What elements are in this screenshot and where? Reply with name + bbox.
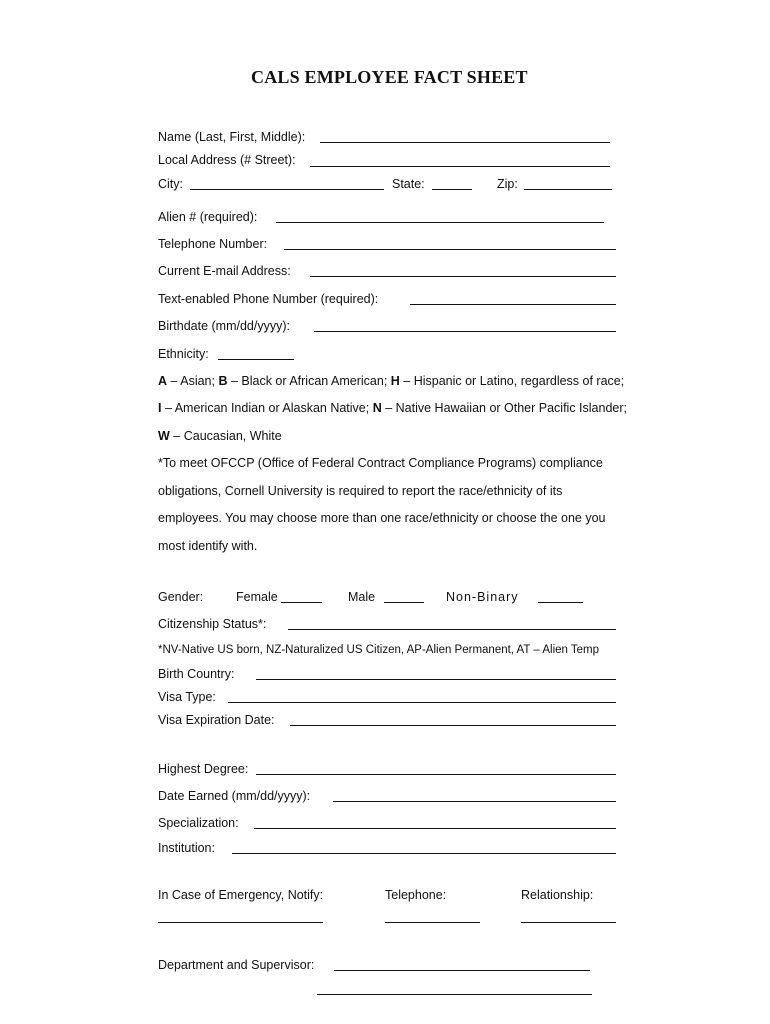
ofccp-note-line-3: employees. You may choose more than one race/ethnicity or choose the one you — [158, 511, 606, 525]
code-w: W — [158, 429, 170, 443]
gender-female-field[interactable] — [281, 602, 322, 603]
name-field[interactable] — [320, 142, 610, 143]
code-b: B — [218, 374, 228, 388]
ethnicity-field[interactable] — [218, 359, 294, 360]
citizenship-field[interactable] — [288, 629, 616, 630]
ethnicity-codes-line-2 — [158, 400, 627, 416]
gender-label: Gender: — [158, 590, 204, 604]
ethnicity-codes-line-1 — [158, 373, 624, 389]
telephone-field[interactable] — [284, 249, 616, 250]
emergency-notify-field[interactable] — [158, 922, 323, 923]
code-i: I — [158, 401, 162, 415]
code-a-text: – Asian; — [167, 374, 219, 388]
gender-non-binary-label: Non-Binary — [446, 590, 519, 604]
ethnicity-codes-line-3 — [158, 428, 282, 444]
citizenship-label: Citizenship Status*: — [158, 617, 267, 631]
telephone-label: Telephone Number: — [158, 237, 268, 251]
specialization-field[interactable] — [254, 828, 616, 829]
ofccp-note-line-1: *To meet OFCCP (Office of Federal Contract Compliance Programs) compliance — [158, 456, 603, 470]
gender-male-label: Male — [348, 590, 376, 604]
local-address-label: Local Address (# Street): — [158, 153, 296, 167]
zip-field[interactable] — [524, 189, 612, 190]
city-label: City: — [158, 177, 183, 191]
email-field[interactable] — [310, 276, 616, 277]
visa-type-field[interactable] — [228, 702, 616, 703]
highest-degree-field[interactable] — [256, 774, 616, 775]
birthdate-field[interactable] — [314, 331, 616, 332]
code-h-text: – Hispanic or Latino, regardless of race; — [399, 374, 625, 388]
visa-expiration-label: Visa Expiration Date: — [158, 713, 275, 727]
code-h: H — [390, 374, 400, 388]
code-n-text: – Native Hawaiian or Other Pacific Islander; — [381, 401, 627, 415]
state-label: State: — [392, 177, 425, 191]
emergency-telephone-label: Telephone: — [385, 888, 447, 902]
emergency-relationship-label: Relationship: — [521, 888, 594, 902]
code-i-text: – American Indian or Alaskan Native; — [161, 401, 373, 415]
text-phone-label: Text-enabled Phone Number (required): — [158, 292, 379, 306]
name-label: Name (Last, First, Middle): — [158, 130, 306, 144]
specialization-label: Specialization: — [158, 816, 239, 830]
gender-male-field[interactable] — [384, 602, 424, 603]
department-label: Department and Supervisor: — [158, 958, 315, 972]
birth-country-field[interactable] — [256, 679, 616, 680]
email-label: Current E-mail Address: — [158, 264, 291, 278]
visa-type-label: Visa Type: — [158, 690, 216, 704]
local-address-field[interactable] — [310, 166, 610, 167]
department-field-continued[interactable] — [317, 994, 592, 995]
date-earned-field[interactable] — [333, 801, 616, 802]
institution-label: Institution: — [158, 841, 215, 855]
emergency-telephone-field[interactable] — [385, 922, 480, 923]
department-field[interactable] — [334, 970, 590, 971]
emergency-notify-label: In Case of Emergency, Notify: — [158, 888, 324, 902]
city-field[interactable] — [190, 189, 384, 190]
code-b-text: – Black or African American; — [227, 374, 391, 388]
zip-label: Zip: — [497, 177, 518, 191]
code-n: N — [372, 401, 382, 415]
state-field[interactable] — [432, 189, 472, 190]
birthdate-label: Birthdate (mm/dd/yyyy): — [158, 319, 290, 333]
alien-label: Alien # (required): — [158, 210, 258, 224]
citizenship-note: *NV-Native US born, NZ-Naturalized US Citizen, AP-Alien Permanent, AT – Alien Temp — [158, 644, 600, 656]
date-earned-label: Date Earned (mm/dd/yyyy): — [158, 789, 311, 803]
ofccp-note-line-2: obligations, Cornell University is required to report the race/ethnicity of its — [158, 484, 563, 498]
emergency-relationship-field[interactable] — [521, 922, 616, 923]
visa-expiration-field[interactable] — [290, 725, 616, 726]
code-w-text: – Caucasian, White — [169, 429, 282, 443]
ethnicity-label: Ethnicity: — [158, 347, 209, 361]
institution-field[interactable] — [232, 853, 616, 854]
gender-non-binary-field[interactable] — [538, 602, 583, 603]
gender-female-label: Female — [236, 590, 278, 604]
ofccp-note-line-4: most identify with. — [158, 539, 258, 553]
highest-degree-label: Highest Degree: — [158, 762, 249, 776]
alien-field[interactable] — [276, 222, 604, 223]
birth-country-label: Birth Country: — [158, 667, 235, 681]
page-title: CALS EMPLOYEE FACT SHEET — [251, 67, 528, 87]
code-a: A — [158, 374, 168, 388]
text-phone-field[interactable] — [410, 304, 616, 305]
